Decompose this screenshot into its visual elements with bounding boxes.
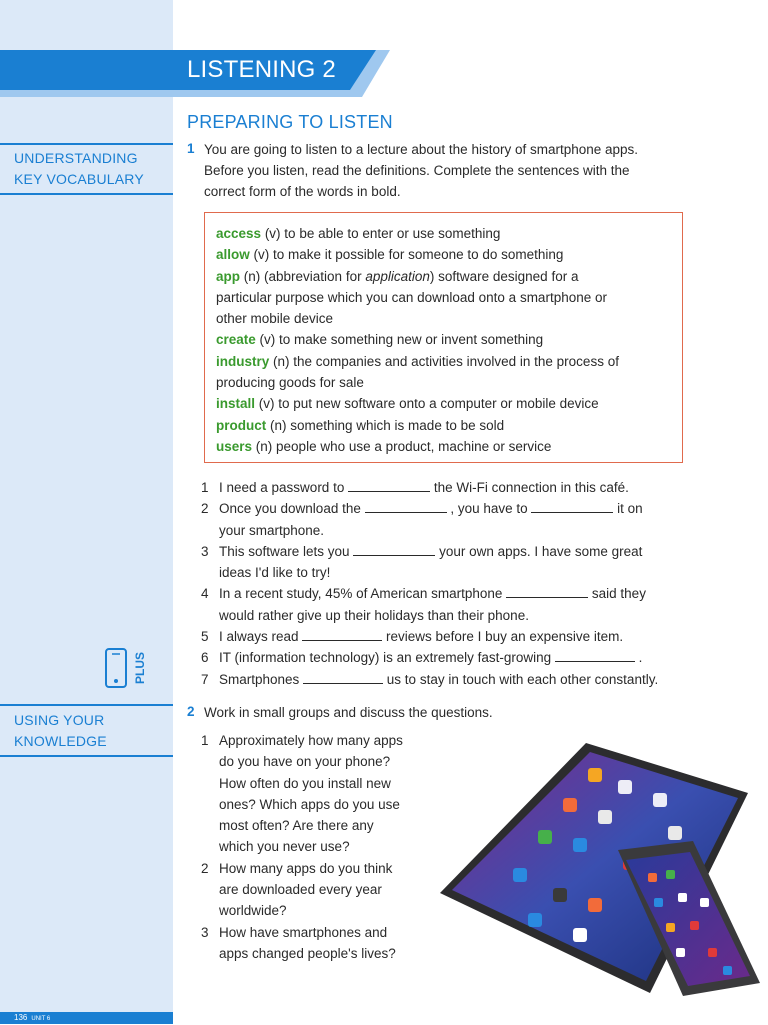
vocabulary-list xyxy=(216,223,678,457)
page-number: 136 UNIT 6 xyxy=(14,1013,51,1022)
discussion-list xyxy=(201,730,436,964)
question-number: 1 xyxy=(187,141,195,156)
answer-blank[interactable] xyxy=(302,630,382,641)
answer-blank[interactable] xyxy=(506,587,588,598)
gap-sentence: 2 Once you download the , you have to it on xyxy=(201,501,643,517)
gap-sentence: 1 I need a password to the Wi-Fi connection in this café. xyxy=(201,480,629,495)
gap-sentence-cont: ideas I'd like to try! xyxy=(219,565,331,581)
vocab-entry-industry-cont: producing goods for sale xyxy=(216,375,364,391)
gap-sentence: 6 IT (information technology) is an extremely fast-growing . xyxy=(201,650,643,666)
gap-sentence: 7 Smartphones us to stay in touch with each other constantly. xyxy=(201,671,659,687)
gap-sentence: 5 I always read reviews before I buy an expensive item. xyxy=(201,629,624,645)
vocab-entry-allow: allow (v) to make it possible for someone to do something xyxy=(216,247,564,263)
sidebar-label-understanding: UNDERSTANDING KEY VOCABULARY xyxy=(14,150,144,187)
gap-sentence-cont: would rather give up their holidays than their phone. xyxy=(219,607,529,623)
answer-blank[interactable] xyxy=(348,481,430,492)
question-2-text: Work in small groups and discuss the questions. xyxy=(204,705,493,720)
section-heading: PREPARING TO LISTEN xyxy=(187,112,393,132)
vocab-entry-industry: industry (n) the companies and activities involved in the process of xyxy=(216,353,619,369)
vocab-entry-install: install (v) to put new software onto a computer or mobile device xyxy=(216,396,599,412)
vocab-entry-create: create (v) to make something new or invent something xyxy=(216,332,544,348)
gap-sentence: 4 In a recent study, 45% of American smartphone said they xyxy=(201,586,646,602)
answer-blank[interactable] xyxy=(365,502,447,513)
tablet-and-smartphone-image xyxy=(438,738,763,1008)
gap-sentence: 3 This software lets you your own apps. I have some great xyxy=(201,543,643,559)
sidebar-label-knowledge: USING YOUR KNOWLEDGE xyxy=(14,712,107,749)
discussion-question: 1 Approximately how many apps do you have on your phone? How often do you install new ones? Which apps do you use most often? Are there any which you never use? xyxy=(201,733,403,855)
banner-title: LISTENING 2 xyxy=(187,56,336,83)
sidebar-rule xyxy=(0,193,173,195)
sidebar-rule xyxy=(0,143,173,145)
vocab-entry-product: product (n) something which is made to be sold xyxy=(216,417,505,433)
gap-fill-list xyxy=(201,477,711,690)
svg-text:PLUS: PLUS xyxy=(133,651,147,685)
vocab-entry-app: app (n) (abbreviation for application) software designed for a xyxy=(216,268,579,284)
answer-blank[interactable] xyxy=(555,651,635,662)
discussion-question: 2 How many apps do you think are downloaded every year worldwide? xyxy=(201,860,393,919)
vocab-entry-users: users (n) people who use a product, machine or service xyxy=(216,438,552,454)
discussion-question: 3 How have smartphones and apps changed people's lives? xyxy=(201,924,396,961)
vocab-entry-app-cont: other mobile device xyxy=(216,311,334,327)
vocab-entry-app-cont: particular purpose which you can download onto a smartphone or xyxy=(216,289,607,305)
gap-sentence-cont: your smartphone. xyxy=(219,522,325,538)
vocab-entry-access: access (v) to be able to enter or use something xyxy=(216,226,501,241)
sidebar-rule xyxy=(0,704,173,706)
answer-blank[interactable] xyxy=(303,673,383,684)
question-1-text: You are going to listen to a lecture about the history of smartphone apps. Before you listen, read the definitions. Complete the sentences with the correct form of the words in bold. xyxy=(204,142,639,199)
sidebar-rule xyxy=(0,755,173,757)
plus-phone-icon xyxy=(104,646,150,697)
answer-blank[interactable] xyxy=(353,545,435,556)
question-number: 2 xyxy=(187,704,195,719)
answer-blank[interactable] xyxy=(531,502,613,513)
